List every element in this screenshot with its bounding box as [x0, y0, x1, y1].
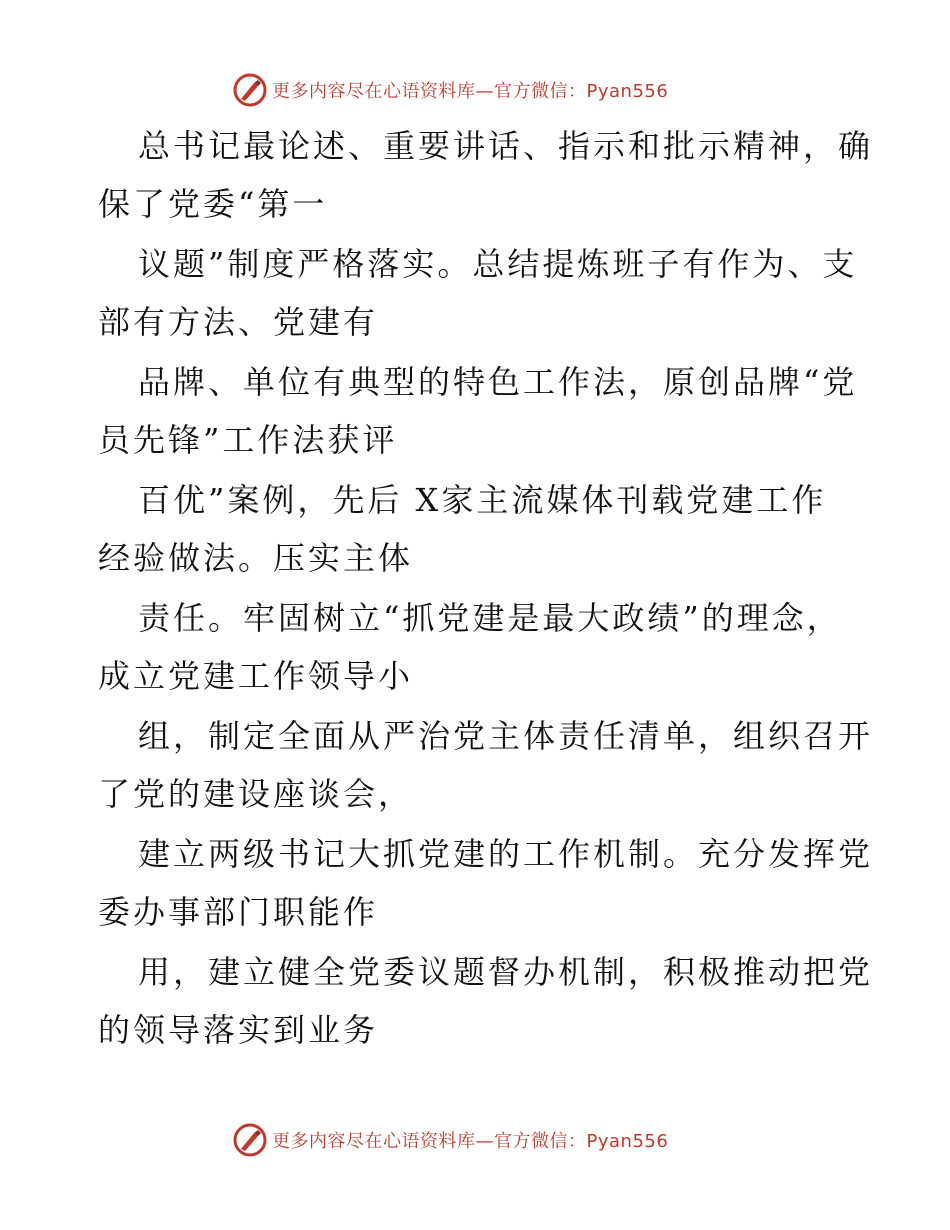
- header-watermark-text: 更多内容尽在心语资料库—官方微信：Pyan556: [272, 81, 669, 102]
- text-line: 员先锋”工作法获评: [98, 421, 398, 459]
- text-line: 责任。牢固树立“抓党建是最大政绩”的理念，: [138, 599, 842, 637]
- text-line: 用，建立健全党委议题督办机制，积极推动把党: [138, 953, 874, 991]
- text-line: 议题”制度严格落实。总结提炼班子有作为、支: [138, 245, 858, 283]
- text-line: 成立党建工作领导小: [98, 657, 414, 695]
- footer-watermark: [232, 1120, 668, 1160]
- text-line: 建立两级书记大抓党建的工作机制。充分发挥党: [138, 835, 874, 873]
- text-line: 经验做法。压实主体: [98, 539, 414, 577]
- text-line: 了党的建设座谈会，: [98, 775, 414, 813]
- text-line: 品牌、单位有典型的特色工作法，原创品牌“党: [138, 363, 858, 401]
- text-line: 百优”案例，先后 X家主流媒体刊载党建工作: [138, 481, 827, 519]
- text-line: 保了党委“第一: [98, 185, 328, 223]
- text-line: 委办事部门职能作: [98, 893, 379, 931]
- header-watermark: [232, 70, 668, 110]
- text-line: 部有方法、党建有: [98, 303, 379, 341]
- text-line: 的领导落实到业务: [98, 1011, 379, 1049]
- text-line: 总书记最论述、重要讲话、指示和批示精神，确: [138, 127, 874, 165]
- pen-logo-icon: [232, 72, 268, 108]
- pen-logo-icon: [232, 1122, 268, 1158]
- text-line: 组，制定全面从严治党主体责任清单，组织召开: [138, 717, 874, 755]
- footer-watermark-text: 更多内容尽在心语资料库—官方微信：Pyan556: [272, 1131, 669, 1152]
